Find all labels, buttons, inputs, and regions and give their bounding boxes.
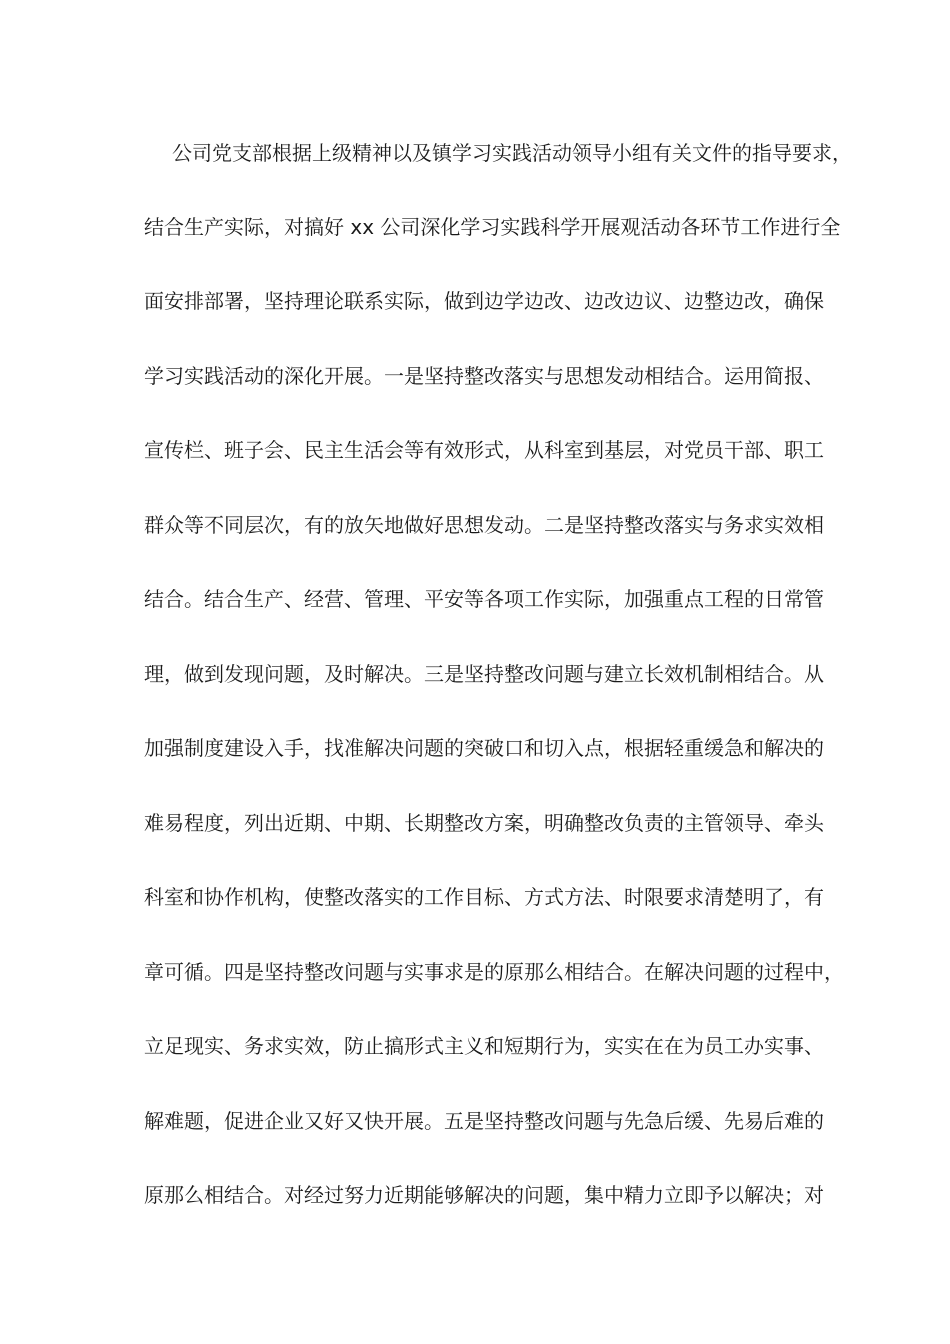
paragraph-line-13: 立足现实、务求实效，防止搞形式主义和短期行为，实实在在为员工办实事、 xyxy=(144,1034,824,1058)
paragraph-line-15: 原那么相结合。对经过努力近期能够解决的问题，集中精力立即予以解决；对 xyxy=(144,1183,824,1207)
paragraph-line-7: 结合。结合生产、经营、管理、平安等各项工作实际，加强重点工程的日常管 xyxy=(144,587,824,611)
paragraph-line-12: 章可循。四是坚持整改问题与实事求是的原那么相结合。在解决问题的过程中， xyxy=(144,960,844,984)
paragraph-line-9: 加强制度建设入手，找准解决问题的突破口和切入点，根据轻重缓急和解决的 xyxy=(144,736,824,760)
paragraph-line-10: 难易程度，列出近期、中期、长期整改方案，明确整改负责的主管领导、牵头 xyxy=(144,811,824,835)
paragraph-line-1: 公司党支部根据上级精神以及镇学习实践活动领导小组有关文件的指导要求， xyxy=(172,141,852,165)
paragraph-line-3: 面安排部署，坚持理论联系实际，做到边学边改、边改边议、边整边改，确保 xyxy=(144,289,824,313)
paragraph-line-5: 宣传栏、班子会、民主生活会等有效形式，从科室到基层，对党员干部、职工 xyxy=(144,438,824,462)
paragraph-line-11: 科室和协作机构，使整改落实的工作目标、方式方法、时限要求清楚明了，有 xyxy=(144,885,824,909)
paragraph-line-6: 群众等不同层次，有的放矢地做好思想发动。二是坚持整改落实与务求实效相 xyxy=(144,513,824,537)
paragraph-line-2: 结合生产实际，对搞好 xx 公司深化学习实践科学开展观活动各环节工作进行全 xyxy=(144,215,841,239)
paragraph-line-14: 解难题，促进企业又好又快开展。五是坚持整改问题与先急后缓、先易后难的 xyxy=(144,1109,824,1133)
paragraph-line-4: 学习实践活动的深化开展。一是坚持整改落实与思想发动相结合。运用简报、 xyxy=(144,364,824,388)
paragraph-line-8: 理，做到发现问题，及时解决。三是坚持整改问题与建立长效机制相结合。从 xyxy=(144,662,824,686)
